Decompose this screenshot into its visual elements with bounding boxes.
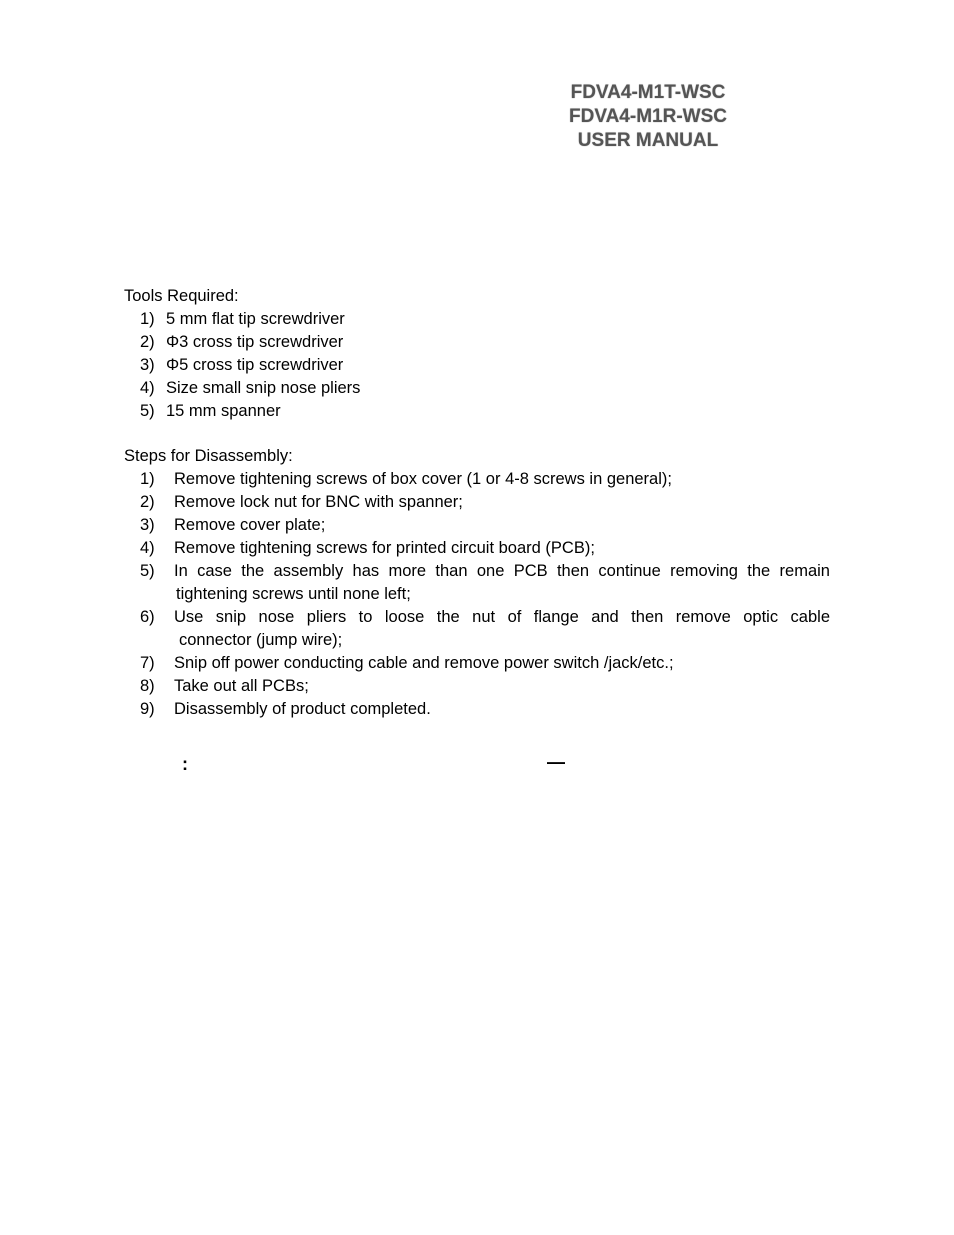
step-text: Snip off power conducting cable and remove power switch /jack/etc.; [174, 654, 674, 672]
step-item [124, 468, 830, 491]
tool-text: 5 mm flat tip screwdriver [166, 310, 345, 328]
tool-item [124, 354, 360, 377]
step-text: Take out all PCBs; [174, 677, 309, 695]
step-text: Remove lock nut for BNC with spanner; [174, 493, 463, 511]
tools-title: Tools Required: [124, 287, 239, 305]
tool-text: 15 mm spanner [166, 402, 281, 420]
tool-text: Φ5 cross tip screwdriver [166, 356, 344, 374]
tool-item [124, 308, 360, 331]
tool-number: 4) [140, 379, 155, 397]
step-number: 2) [140, 493, 155, 511]
step-text: Remove tightening screws of box cover (1 or 4-8 screws in general); [174, 470, 672, 488]
tool-text: Size small snip nose pliers [166, 379, 361, 397]
step-text [174, 560, 830, 606]
step-number: 6) [140, 608, 155, 626]
step-text-line: In case the assembly has more than one PCB then continue removing the remain [174, 562, 830, 580]
step-item [124, 491, 830, 514]
step-item [124, 606, 830, 652]
tools-section [124, 285, 360, 423]
step-number: 9) [140, 700, 155, 718]
tool-number: 3) [140, 356, 155, 374]
step-item [124, 537, 830, 560]
step-number: 1) [140, 470, 155, 488]
steps-title: Steps for Disassembly: [124, 447, 293, 465]
step-number: 7) [140, 654, 155, 672]
model-title-2: FDVA4-M1R-WSC [569, 106, 727, 127]
tool-number: 2) [140, 333, 155, 351]
step-text: Remove cover plate; [174, 516, 326, 534]
step-item [124, 698, 830, 721]
step-text: Remove tightening screws for printed circuit board (PCB); [174, 539, 595, 557]
step-item [124, 675, 830, 698]
step-text: Disassembly of product completed. [174, 700, 431, 718]
tool-item [124, 331, 360, 354]
steps-section [124, 445, 830, 721]
step-text [174, 606, 830, 652]
model-title-1: FDVA4-M1T-WSC [570, 82, 726, 103]
step-item [124, 652, 830, 675]
step-number: 4) [140, 539, 155, 557]
step-number: 3) [140, 516, 155, 534]
step-item [124, 560, 830, 606]
step-text-continuation: connector (jump wire); [179, 631, 343, 649]
step-number: 8) [140, 677, 155, 695]
dash-mark: — [547, 752, 565, 772]
step-item [124, 514, 830, 537]
colon-mark: : [182, 754, 188, 774]
manual-title: USER MANUAL [577, 130, 719, 151]
step-number: 5) [140, 562, 155, 580]
tool-number: 1) [140, 310, 155, 328]
document-header [548, 81, 748, 153]
tool-item [124, 400, 360, 423]
step-text-line: Use snip nose pliers to loose the nut of flange and then remove optic cable [174, 608, 830, 626]
tool-text: Φ3 cross tip screwdriver [166, 333, 344, 351]
tool-item [124, 377, 360, 400]
step-text-continuation: tightening screws until none left; [176, 585, 411, 603]
tool-number: 5) [140, 402, 155, 420]
